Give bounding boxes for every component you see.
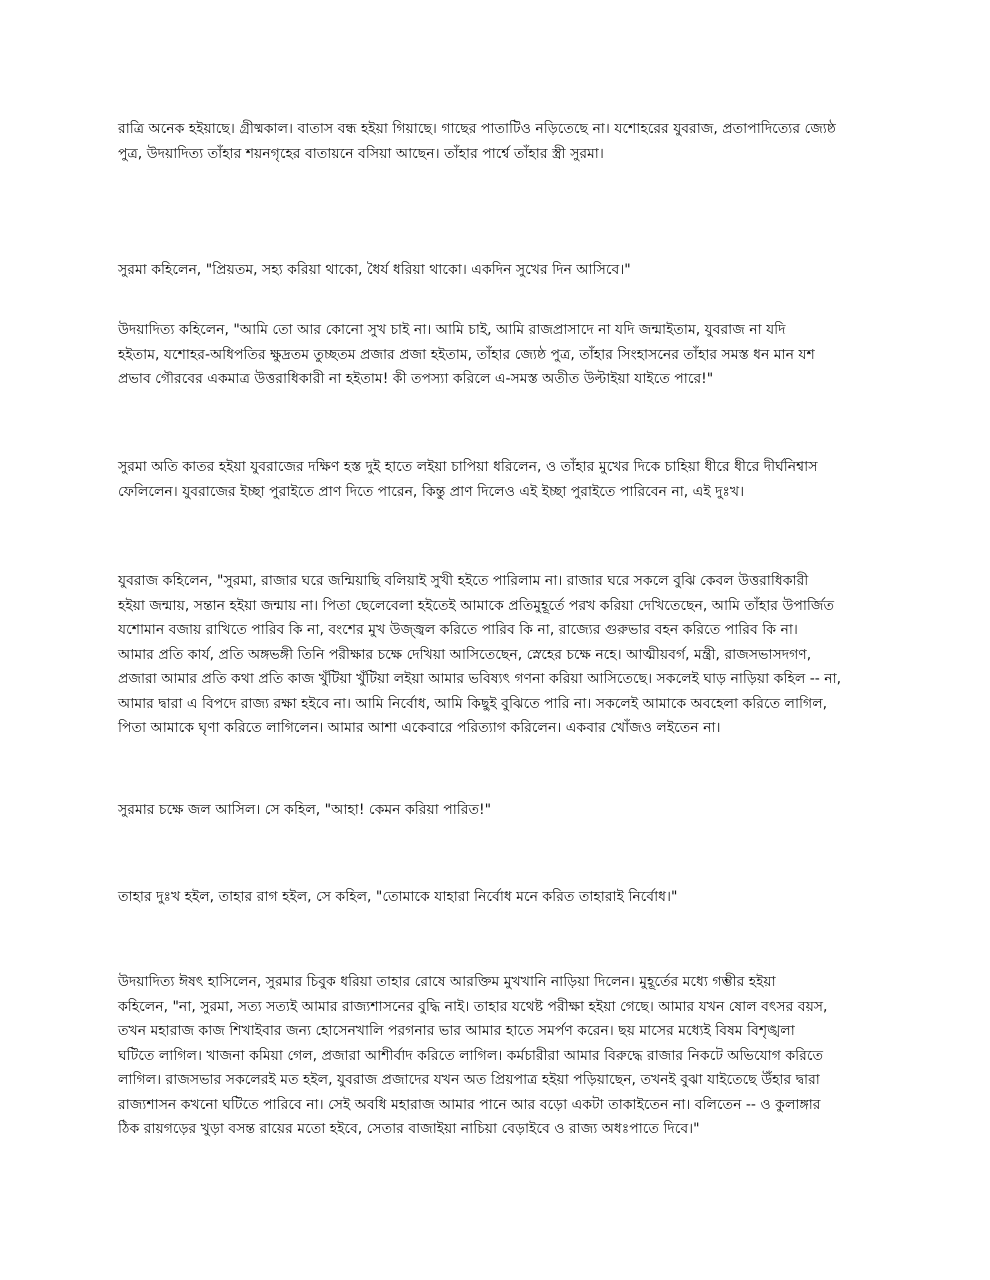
paragraph-2: সুরমা কহিলেন, "প্রিয়তম, সহ্য করিয়া থাকো, ধৈর্য ধরিয়া থাকো। একদিন সুখের দিন আসিবে।" bbox=[118, 262, 631, 278]
paragraph-4: সুরমা অতি কাতর হইয়া যুবরাজের দক্ষিণ হস্ত দুই হাতে লইয়া চাপিয়া ধরিলেন, ও তাঁহার মুখের দিকে চাহিয়া ধীরে ধীরে দীর্ঘনিশ্বাস ফেলিলেন। যুবরাজের ইচ্ছা পুরাইতে প্রাণ দিতে পারেন, কিন্তু প্রাণ দিলেও এই ইচ্ছা পুরাইতে পারিবেন না, এই দুঃখ। bbox=[118, 459, 818, 500]
paragraph-3: উদয়াদিত্য কহিলেন, "আমি তো আর কোনো সুখ চাই না। আমি চাই, আমি রাজপ্রাসাদে না যদি জন্মাইতাম, যুবরাজ না যদি হইতাম, যশোহর-অধিপতির ক্ষুদ্রতম তুচ্ছতম প্রজার প্রজা হইতাম, তাঁহার জ্যেষ্ঠ পুত্র, তাঁহার সিংহাসনের তাঁহার সমস্ত ধন মান যশ প্রভাব গৌরবের একমাত্র উত্তরাধিকারী না হইতাম! কী তপস্যা করিলে এ-সমস্ত অতীত উল্টাইয়া যাইতে পারে!" bbox=[118, 322, 815, 387]
paragraph-1: রাত্রি অনেক হইয়াছে। গ্রীষ্মকাল। বাতাস বন্ধ হইয়া গিয়াছে। গাছের পাতাটিও নড়িতেছে না। যশোহরের যুবরাজ, প্রতাপাদিত্যের জ্যেষ্ঠ পুত্র, উদয়াদিত্য তাঁহার শয়নগৃহের বাতায়নে বসিয়া আছেন। তাঁহার পার্শ্বে তাঁহার স্ত্রী সুরমা। bbox=[118, 121, 836, 162]
paragraph-5: যুবরাজ কহিলেন, "সুরমা, রাজার ঘরে জন্মিয়াছি বলিয়াই সুখী হইতে পারিলাম না। রাজার ঘরে সকলে বুঝি কেবল উত্তরাধিকারী হইয়া জন্মায়, সন্তান হইয়া জন্মায় না। পিতা ছেলেবেলা হইতেই আমাকে প্রতিমুহূর্তে পরখ করিয়া দেখিতেছেন, আমি তাঁহার উপার্জিত যশোমান বজায় রাখিতে পারিব কি না, বংশের মুখ উজ্জ্বল করিতে পারিব কি না, রাজ্যের গুরুভার বহন করিতে পারিব কি না। আমার প্রতি কার্য, প্রতি অঙ্গভঙ্গী তিনি পরীক্ষার চক্ষে দেখিয়া আসিতেছেন, স্নেহের চক্ষে নহে। আত্মীয়বর্গ, মন্ত্রী, রাজসভাসদগণ, প্রজারা আমার প্রতি কথা প্রতি কাজ খুঁটিয়া খুঁটিয়া লইয়া আমার ভবিষ্যৎ গণনা করিয়া আসিতেছে। সকলেই ঘাড় নাড়িয়া কহিল -- না, আমার দ্বারা এ বিপদে রাজ্য রক্ষা হইবে না। আমি নির্বোধ, আমি কিছুই বুঝিতে পারি না। সকলেই আমাকে অবহেলা করিতে লাগিল, পিতা আমাকে ঘৃণা করিতে লাগিলেন। আমার আশা একেবারে পরিত্যাগ করিলেন। একবার খোঁজও লইতেন না। bbox=[118, 573, 842, 736]
paragraph-8: উদয়াদিত্য ঈষৎ হাসিলেন, সুরমার চিবুক ধরিয়া তাহার রোষে আরক্তিম মুখখানি নাড়িয়া দিলেন। মুহূর্তের মধ্যে গম্ভীর হইয়া কহিলেন, "না, সুরমা, সত্য সত্যই আমার রাজ্যশাসনের বুদ্ধি নাই। তাহার যথেষ্ট পরীক্ষা হইয়া গেছে। আমার যখন ষোল বৎসর বয়স, তখন মহারাজ কাজ শিখাইবার জন্য হোসেনখালি পরগনার ভার আমার হাতে সমর্পণ করেন। ছয় মাসের মধ্যেই বিষম বিশৃঙ্খলা ঘটিতে লাগিল। খাজনা কমিয়া গেল, প্রজারা আশীর্বাদ করিতে লাগিল। কর্মচারীরা আমার বিরুদ্ধে রাজার নিকটে অভিযোগ করিতে লাগিল। রাজসভার সকলেরই মত হইল, যুবরাজ প্রজাদের যখন অত প্রিয়পাত্র হইয়া পড়িয়াছেন, তখনই বুঝা যাইতেছে উঁহার দ্বারা রাজ্যশাসন কখনো ঘটিতে পারিবে না। সেই অবধি মহারাজ আমার পানে আর বড়ো একটা তাকাইতেন না। বলিতেন -- ও কুলাঙ্গার ঠিক রায়গড়ের খুড়া বসন্ত রায়ের মতো হইবে, সেতার বাজাইয়া নাচিয়া বেড়াইবে ও রাজ্য অধঃপাতে দিবে।" bbox=[118, 974, 828, 1137]
paragraph-6: সুরমার চক্ষে জল আসিল। সে কহিল, "আহা! কেমন করিয়া পারিত!" bbox=[118, 802, 492, 818]
paragraph-7: তাহার দুঃখ হইল, তাহার রাগ হইল, সে কহিল, "তোমাকে যাহারা নির্বোধ মনে করিত তাহারাই নির্বোধ।" bbox=[118, 889, 678, 905]
